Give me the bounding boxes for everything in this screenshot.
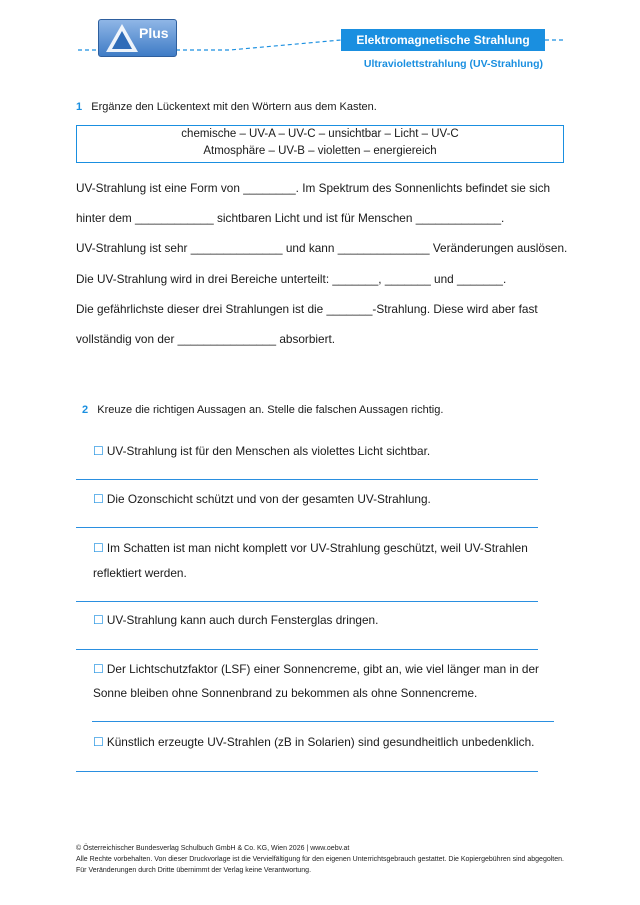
- statement-text: Der Lichtschutzfaktor (LSF) einer Sonnencreme, gibt an, wie viel länger man in der: [106, 662, 539, 676]
- checkbox-icon[interactable]: ☐: [93, 541, 104, 555]
- cloze-line: vollständig von der _______________ absorbiert.: [76, 332, 336, 346]
- task1-instruction: Ergänze den Lückentext mit den Wörtern aus dem Kasten.: [91, 101, 377, 113]
- checkbox-icon[interactable]: ☐: [93, 735, 104, 749]
- statement-4: [93, 613, 378, 627]
- statement-text: UV-Strahlung kann auch durch Fensterglas dringen.: [106, 613, 379, 627]
- statement-text: Im Schatten ist man nicht komplett vor UV-Strahlung geschützt, weil UV-Strahlen: [106, 541, 528, 555]
- answer-line[interactable]: [76, 527, 538, 528]
- word-box-line: Atmosphäre – UV-B – violetten – energiereich: [203, 145, 437, 157]
- statement-5-continued: [93, 686, 477, 700]
- cloze-line: hinter dem ____________ sichtbaren Licht und ist für Menschen _____________.: [76, 211, 505, 225]
- footer-copyright: © Österreichischer Bundesverlag Schulbuch GmbH & Co. KG, Wien 2026 | www.oebv.at: [76, 845, 350, 852]
- answer-line[interactable]: [76, 601, 538, 602]
- statement-2: [93, 492, 431, 506]
- logo-text: Plus: [139, 25, 169, 41]
- cloze-line: UV-Strahlung ist eine Form von ________. Im Spektrum des Sonnenlichts befindet sie sich: [76, 181, 551, 195]
- checkbox-icon[interactable]: ☐: [93, 613, 104, 627]
- page-subtitle: Ultraviolettstrahlung (UV-Strahlung): [363, 58, 543, 70]
- answer-line[interactable]: [92, 721, 554, 722]
- statement-5: [93, 662, 539, 676]
- statement-text: UV-Strahlung ist für den Menschen als violettes Licht sichtbar.: [106, 444, 431, 458]
- task2-instruction: Kreuze die richtigen Aussagen an. Stelle die falschen Aussagen richtig.: [97, 404, 444, 416]
- checkbox-icon[interactable]: ☐: [93, 662, 104, 676]
- task1-number: 1: [76, 101, 83, 113]
- statement-3-continued: [93, 566, 187, 580]
- checkbox-icon[interactable]: ☐: [93, 492, 104, 506]
- statement-text: Künstlich erzeugte UV-Strahlen (zB in Solarien) sind gesundheitlich unbedenklich.: [106, 735, 535, 749]
- statement-6: [93, 735, 534, 749]
- word-box-line: chemische – UV-A – UV-C – unsichtbar – Licht – UV-C: [181, 128, 459, 140]
- statement-text: Sonne bleiben ohne Sonnenbrand zu bekommen als ohne Sonnencreme.: [93, 686, 478, 700]
- statement-3: [93, 541, 528, 555]
- footer-disclaimer: Für Veränderungen durch Dritte übernimmt der Verlag keine Verantwortung.: [76, 867, 312, 874]
- checkbox-icon[interactable]: ☐: [93, 444, 104, 458]
- answer-line[interactable]: [76, 649, 538, 650]
- answer-line[interactable]: [76, 771, 538, 772]
- answer-line[interactable]: [76, 479, 538, 480]
- task1-heading: [76, 101, 377, 113]
- word-box: [76, 125, 564, 163]
- statement-text: Die Ozonschicht schützt und von der gesamten UV-Strahlung.: [106, 492, 431, 506]
- statement-text: reflektiert werden.: [93, 566, 187, 580]
- cloze-line: UV-Strahlung ist sehr ______________ und kann ______________ Veränderungen auslösen.: [76, 241, 568, 255]
- task2-number: 2: [82, 404, 89, 416]
- triangle-logo-icon: [105, 23, 139, 53]
- footer-rights: Alle Rechte vorbehalten. Von dieser Druckvorlage ist die Vervielfältigung für den eigenen Unterrichtsgebrauch gestattet. Die Kopiergebühren sind abgegolten.: [76, 856, 564, 863]
- statement-1: [93, 444, 430, 458]
- plus-logo: [98, 19, 177, 57]
- cloze-line: Die UV-Strahlung wird in drei Bereiche unterteilt: _______, _______ und _______.: [76, 272, 507, 286]
- cloze-line: Die gefährlichste dieser drei Strahlungen ist die _______-Strahlung. Diese wird aber fast: [76, 302, 538, 316]
- page-title: Elektromagnetische Strahlung: [341, 29, 545, 51]
- task2-heading: [82, 404, 443, 416]
